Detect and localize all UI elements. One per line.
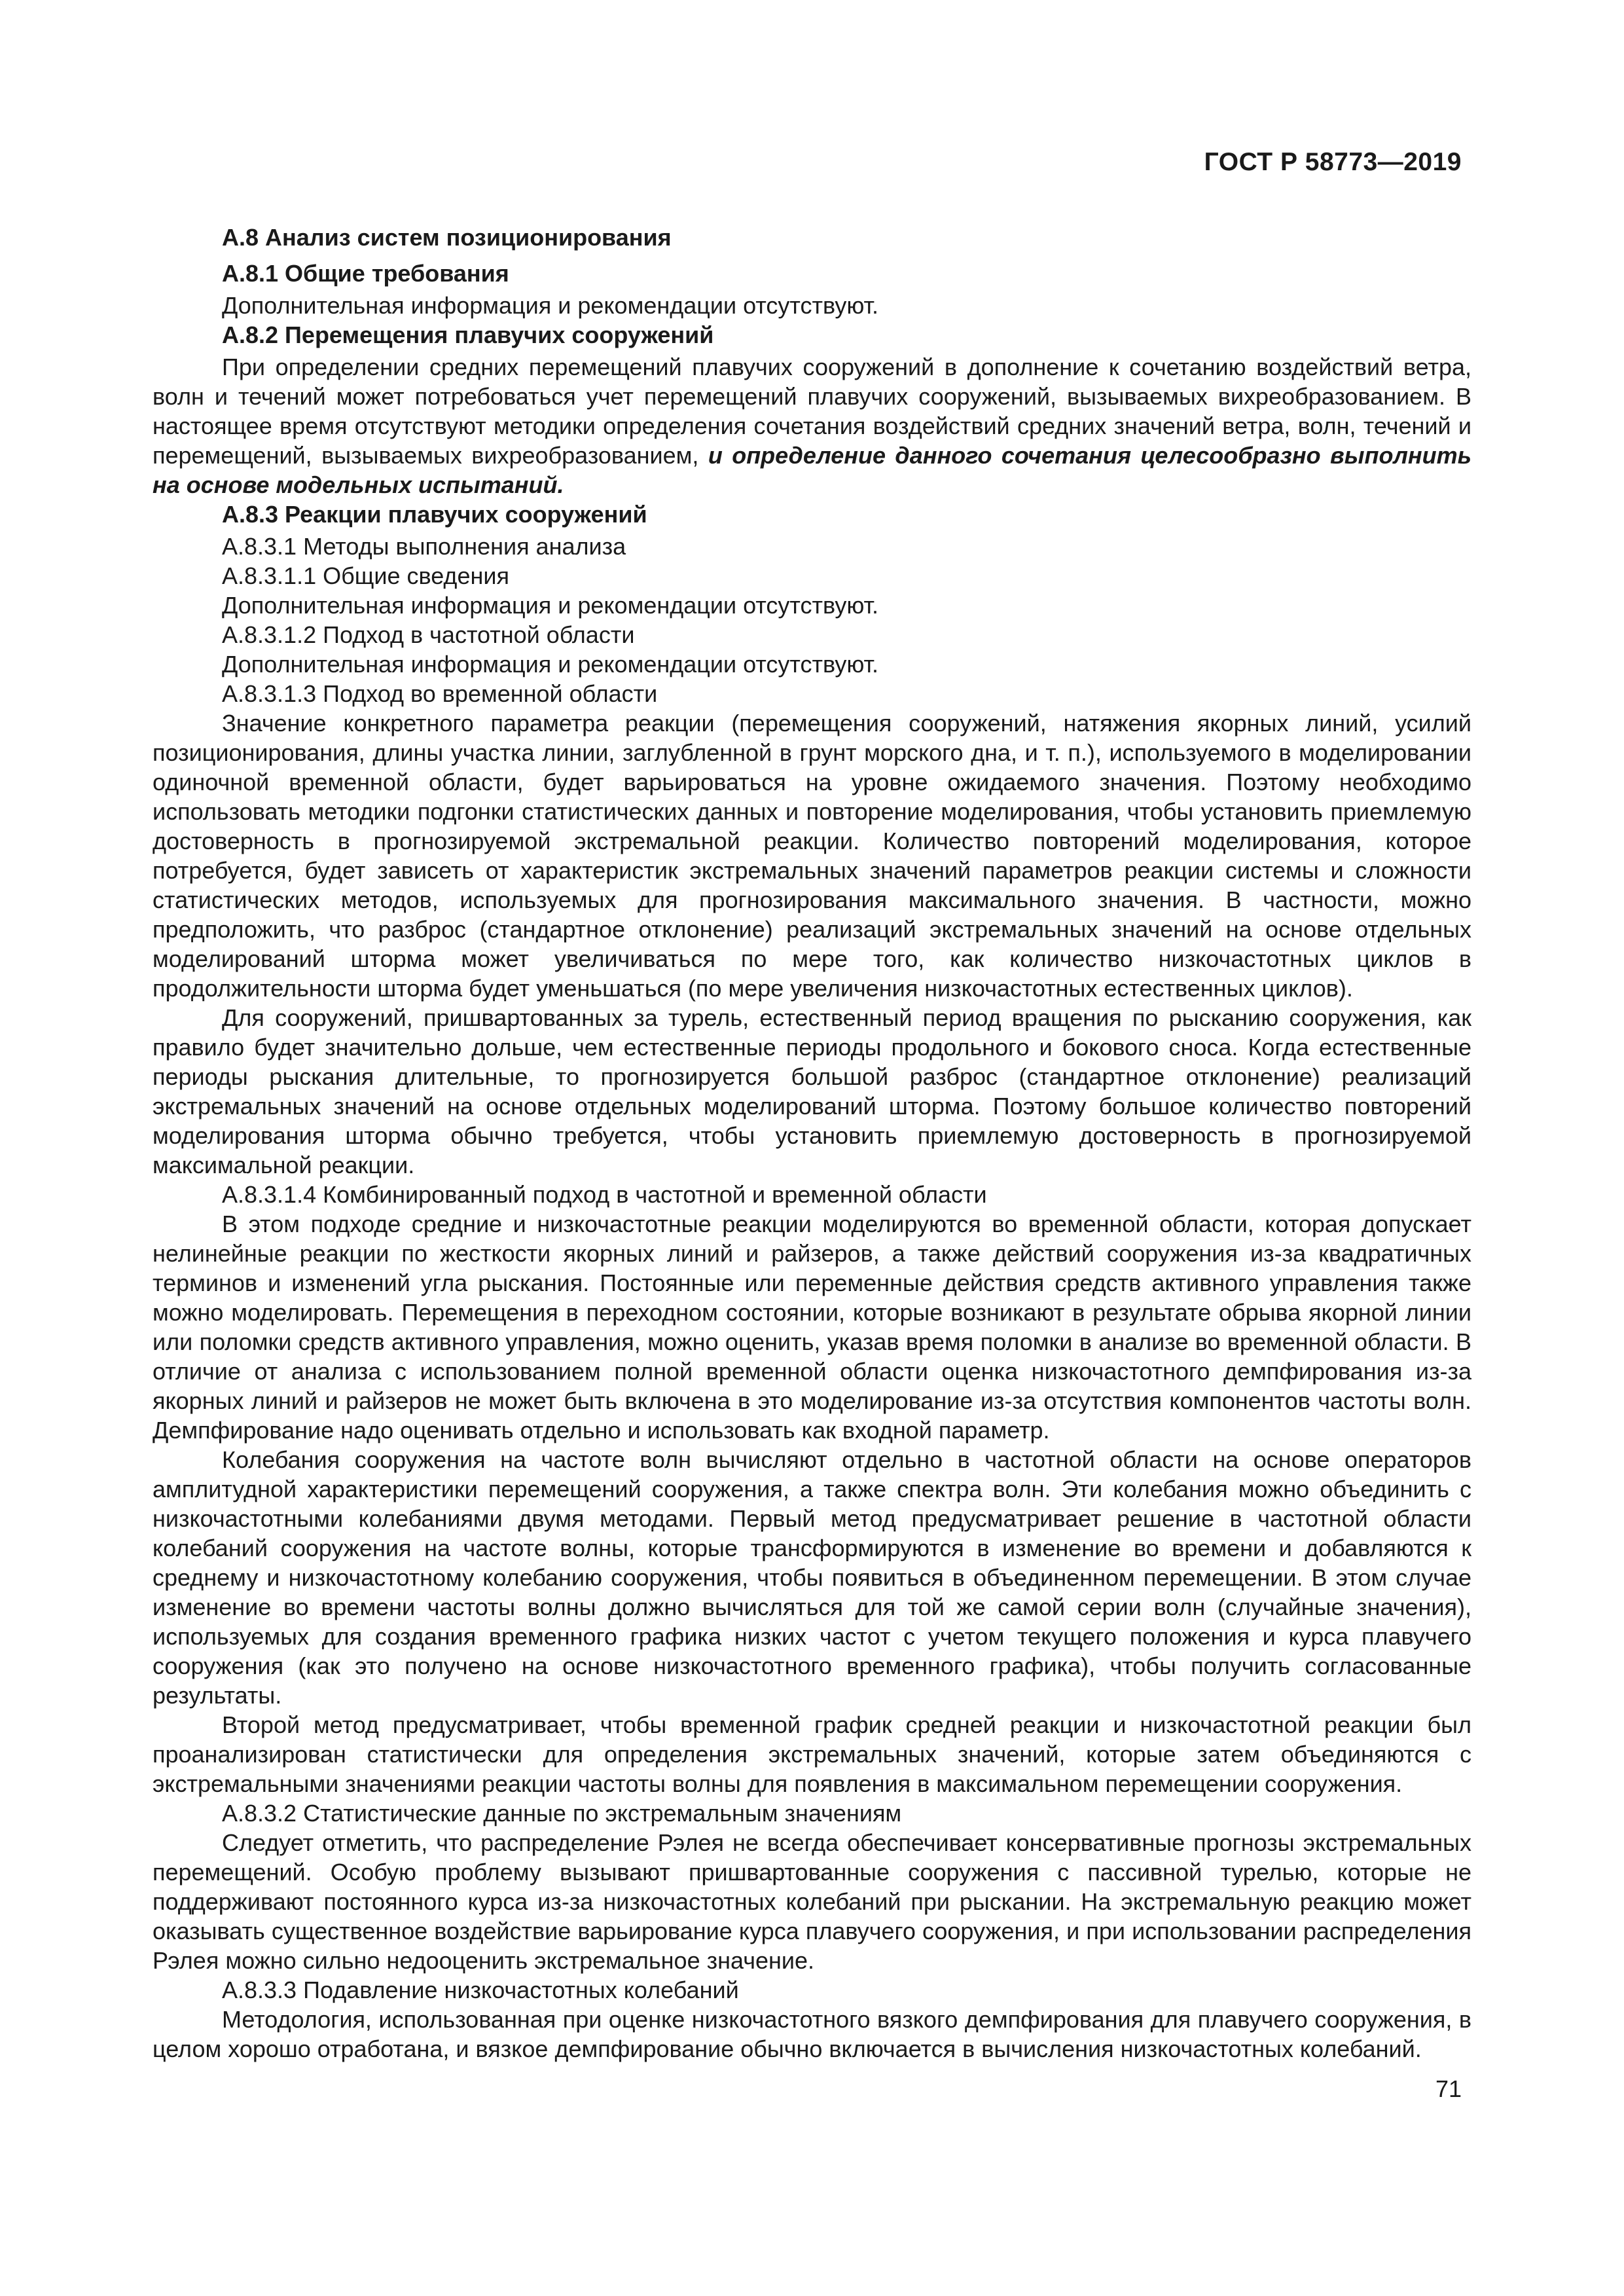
paragraph: Дополнительная информация и рекомендации отсутствуют. [222,592,879,619]
document-code: ГОСТ Р 58773—2019 [1204,148,1462,176]
paragraph: Для сооружений, пришвартованных за турель, естественный период вращения по рысканию сооружения, как правило будет значительно дольше, чем естественные периоды продольного и бокового сноса. Когда естественные периоды рыскания длительные, то прогнозируется большой разброс (стандартное отклонение) реализаций экстремальных значений на основе отдельных моделирований шторма. Поэтому большое количество повторений моделирования шторма обычно требуется, чтобы установить приемлемую достоверность в прогнозируемой максимальной реакции. [153,1004,1471,1178]
subsection-title: А.8.3.2 Статистические данные по экстремальным значениям [222,1800,902,1827]
paragraph: В этом подходе средние и низкочастотные реакции моделируются во временной области, которая допускает нелинейные реакции по жесткости якорных линий и райзеров, а также действий сооружения из-за квадратичных терминов и изменений угла рыскания. Постоянные или переменные действия средств активного управления также можно моделировать. Перемещения в переходном состоянии, которые возникают в результате обрыва якорной линии или поломки средств активного управления, можно оценить, указав время поломки в анализе во временной области. В отличие от анализа с использованием полной временной области оценка низкочастотного демпфирования из-за якорных линий и райзеров не может быть включена в это моделирование из-за отсутствия компонентов частоты волн. Демпфирование надо оценивать отдельно и использовать как входной параметр. [153,1211,1471,1444]
subsection-title: А.8.3.1 Методы выполнения анализа [222,533,626,560]
section-heading: А.8.2 Перемещения плавучих сооружений [222,321,714,348]
subsection-title: А.8.3.1.3 Подход во временной области [222,680,658,707]
paragraph: Дополнительная информация и рекомендации отсутствуют. [222,651,879,678]
paragraph [153,352,1471,500]
paragraph: Колебания сооружения на частоте волн вычисляют отдельно в частотной области на основе операторов амплитудной характеристики перемещений сооружения, а также спектра волн. Эти колебания можно объединить с низкочастотными колебаниями двумя методами. Первый метод предусматривает решение в частотной области колебаний сооружения на частоте волны, которые трансформируются в изменение во времени и добавляются к среднему и низкочастотному колебанию сооружения, чтобы появиться в объединенном перемещении. В этом случае изменение во времени частоты волны должно вычисляться для той же самой серии волн (случайные значения), используемых для создания временного графика низких частот с учетом текущего положения и курса плавучего сооружения (как это получено на основе низкочастотного временного графика), чтобы получить согласованные результаты. [153,1446,1471,1709]
section-heading: А.8.3 Реакции плавучих сооружений [222,501,647,528]
paragraph: Значение конкретного параметра реакции (перемещения сооружений, натяжения якорных линий, усилий позиционирования, длины участка линии, заглубленной в грунт морского дна, и т. п.), используемого в моделировании одиночной временной области, будет варьироваться на уровне ожидаемого значения. Поэтому необходимо использовать методики подгонки статистических данных и повторение моделирования, чтобы установить приемлемую достоверность в прогнозируемой экстремальной реакции. Количество повторений моделирования, которое потребуется, будет зависеть от характеристик экстремальных значений параметров реакции системы и сложности статистических методов, используемых для прогнозирования максимального значения. В частности, можно предположить, что разброс (стандартное отклонение) реализаций экстремальных значений на основе отдельных моделирований шторма может увеличиваться по мере того, как количество низкочастотных циклов в продолжительности шторма будет уменьшаться (по мере увеличения низкочастотных естественных циклов). [153,710,1471,1002]
emphasized-text: и определение данного сочетания целесообразно выполнить на основе модельных испытаний. [153,442,1471,498]
subsection-title: А.8.3.1.1 Общие сведения [222,562,509,589]
section-heading: А.8.1 Общие требования [222,260,509,287]
subsection-title: А.8.3.1.2 Подход в частотной области [222,621,635,648]
section-heading: А.8 Анализ систем позиционирования [222,224,672,251]
paragraph: Методология, использованная при оценке низкочастотного вязкого демпфирования для плавучего сооружения, в целом хорошо отработана, и вязкое демпфирование обычно включается в вычисления низкочастотных колебаний. [153,2006,1471,2062]
paragraph-text: При определении средних перемещений плавучих сооружений в дополнение к сочетанию воздействий ветра, волн и течений может потребоваться учет перемещений плавучих сооружений, вызываемых вихреобразованием. В настоящее время отсутствуют методики определения сочетания воздействий средних значений ветра, волн, течений и перемещений, вызываемых вихреобразованием, [153,354,1471,469]
paragraph: Второй метод предусматривает, чтобы временной график средней реакции и низкочастотной реакции был проанализирован статистически для определения экстремальных значений, которые затем объединяются с экстремальными значениями реакции частоты волны для появления в максимальном перемещении сооружения. [153,1711,1471,1797]
document-body [153,223,1471,2064]
paragraph: Дополнительная информация и рекомендации отсутствуют. [222,292,879,319]
subsection-title: А.8.3.3 Подавление низкочастотных колебаний [222,1977,739,2003]
page-number: 71 [1435,2075,1462,2102]
subsection-title: А.8.3.1.4 Комбинированный подход в частотной и временной области [222,1181,987,1208]
paragraph: Следует отметить, что распределение Рэлея не всегда обеспечивает консервативные прогнозы экстремальных перемещений. Особую проблему вызывают пришвартованные сооружения с пассивной турелью, которые не поддерживают постоянного курса из-за низкочастотных колебаний при рыскании. На экстремальную реакцию может оказывать существенное воздействие варьирование курса плавучего сооружения, и при использовании распределения Рэлея можно сильно недооценить экстремальное значение. [153,1829,1471,1974]
